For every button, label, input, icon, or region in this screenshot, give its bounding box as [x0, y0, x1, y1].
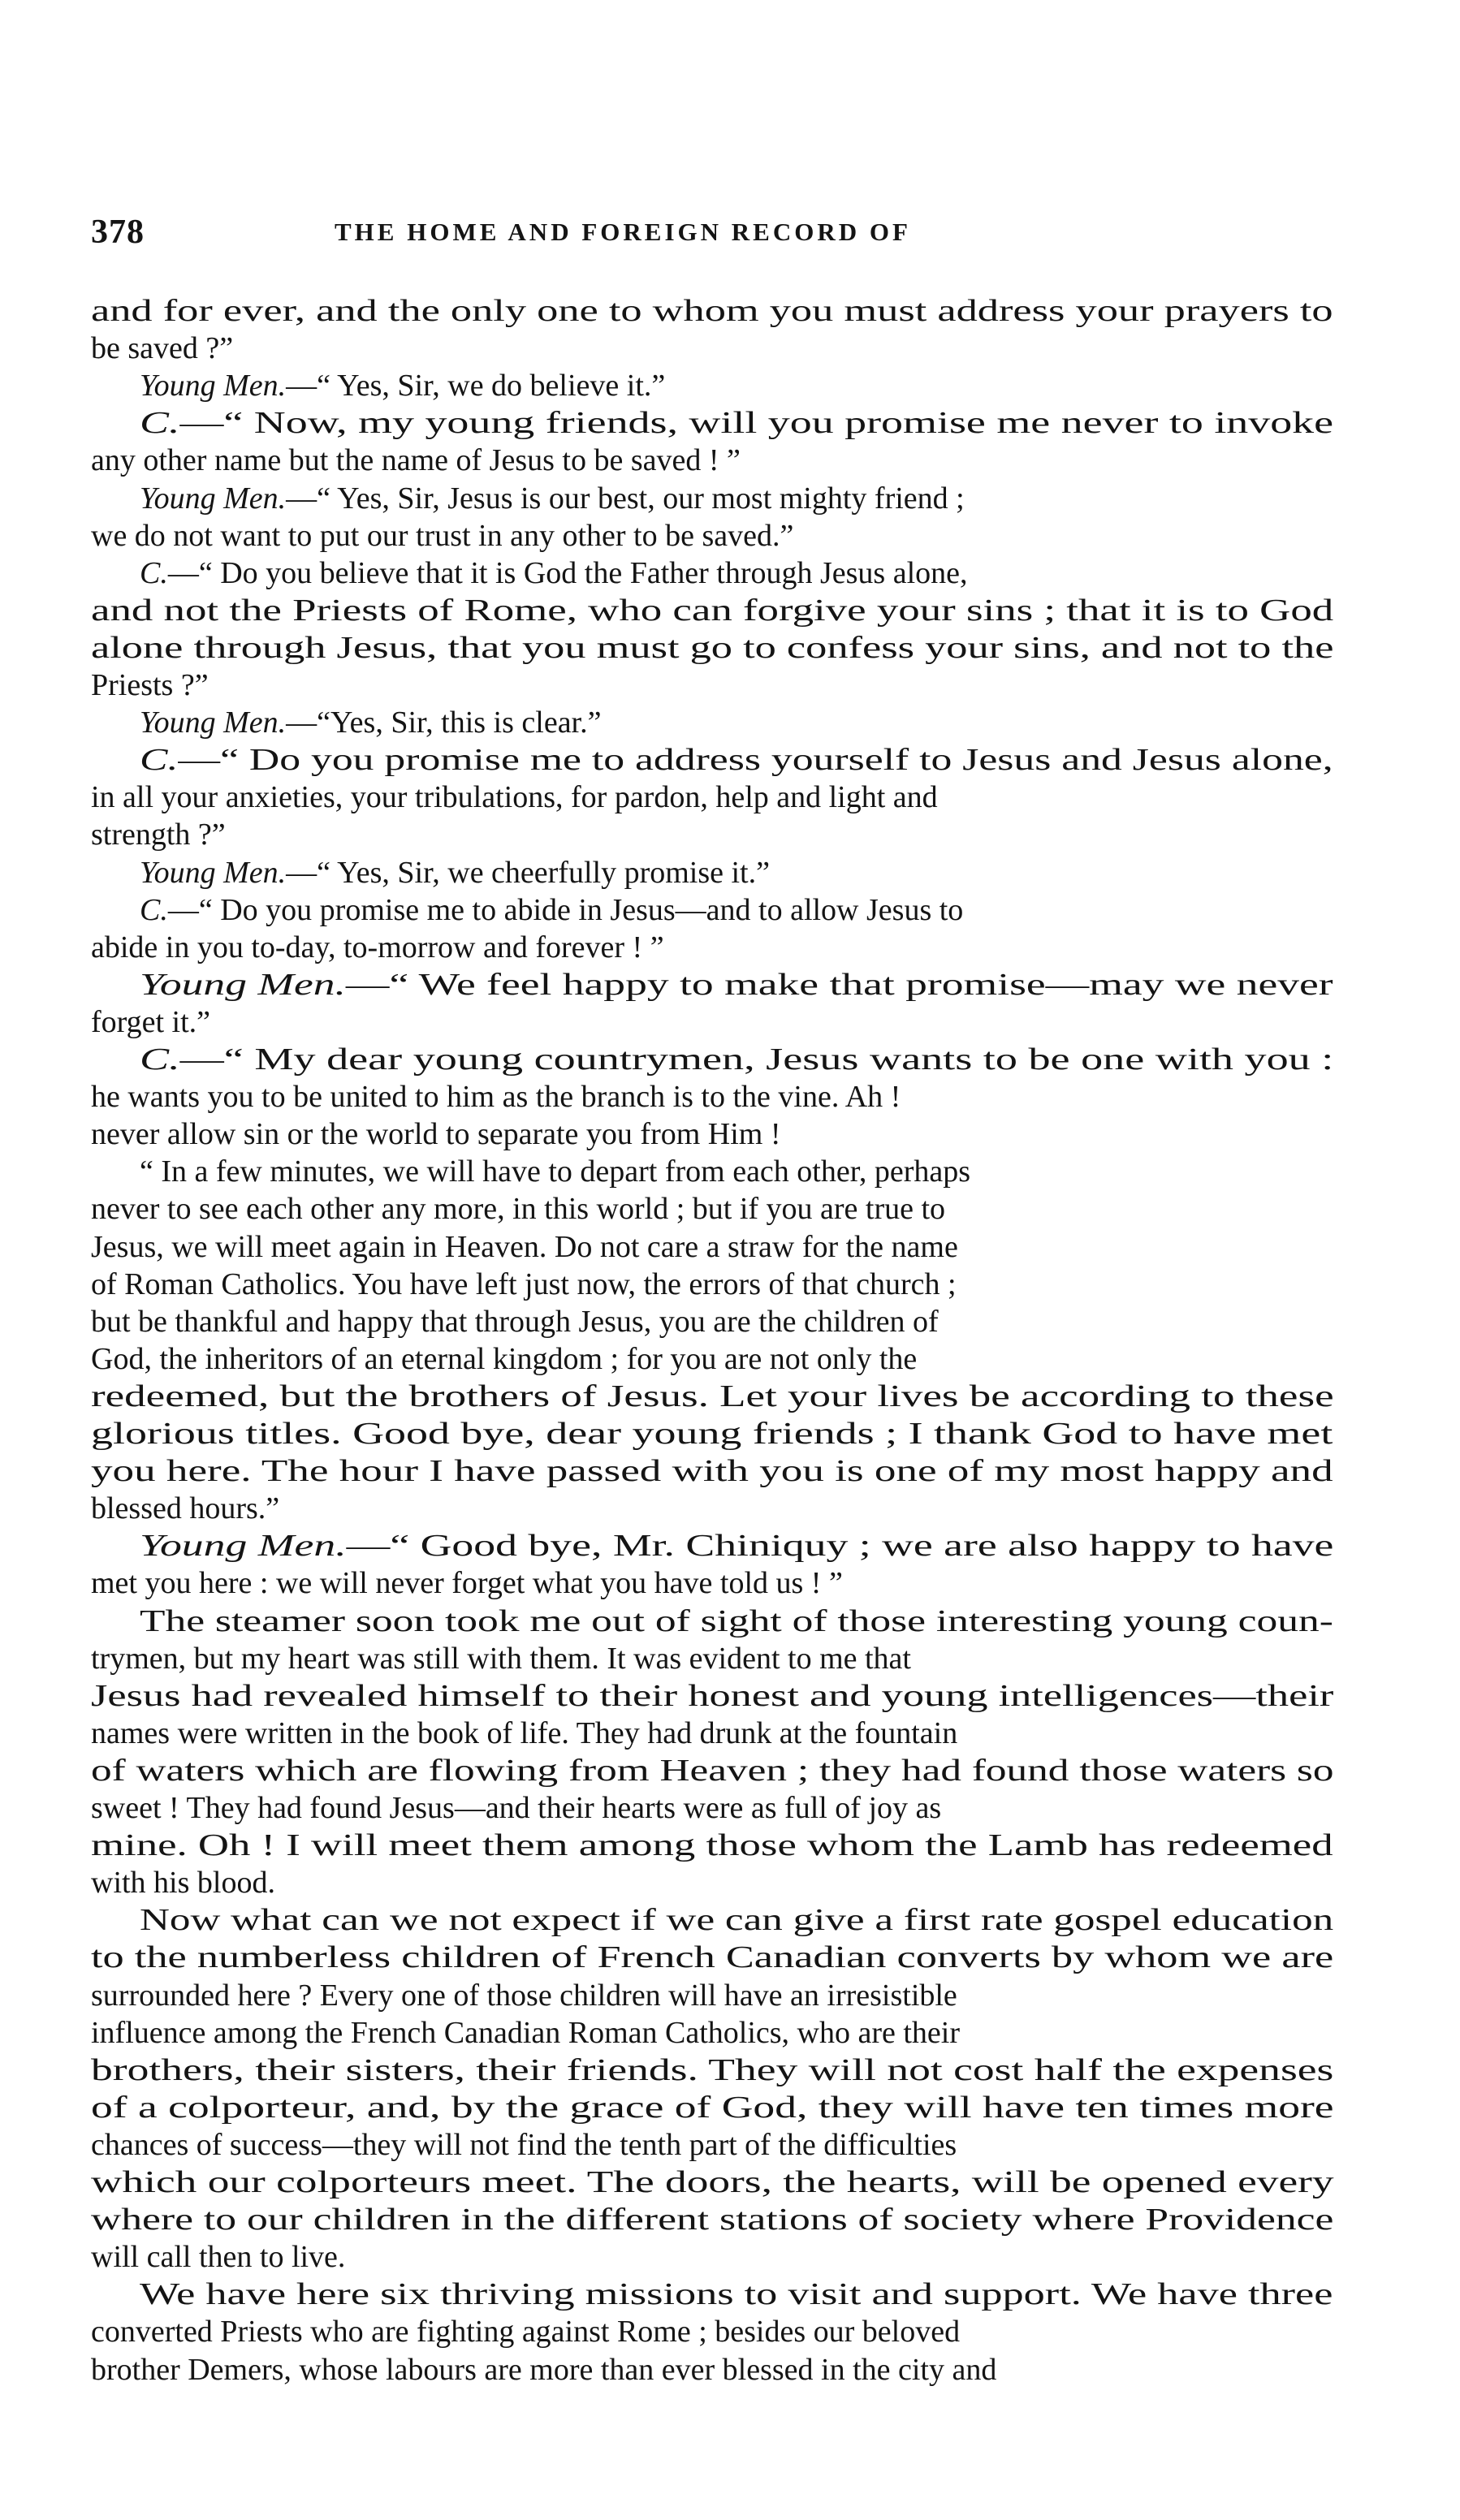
line-text: —“ Do you promise me to address yourself to Jesus and Jesus alone,	[178, 743, 1333, 778]
text-line	[91, 330, 233, 367]
line-text: you here. The hour I have passed with you is one of my most happy and	[91, 1454, 1333, 1489]
text-line	[140, 1901, 1333, 1939]
text-line	[91, 1640, 911, 1677]
speaker-label: C.	[140, 555, 168, 590]
line-text: —“Yes, Sir, this is clear.”	[286, 706, 602, 740]
text-line	[91, 667, 209, 704]
text-line	[91, 1715, 957, 1752]
text-line	[140, 2276, 1333, 2313]
line-text: he wants you to be united to him as the branch is to the vine. Ah !	[91, 1080, 901, 1115]
text-line	[140, 891, 963, 929]
line-text: any other name but the name of Jesus to be saved ! ”	[91, 443, 741, 478]
line-text: strength ?”	[91, 818, 226, 852]
text-line	[91, 2089, 1334, 2126]
speaker-label: Young Men.	[140, 481, 287, 516]
line-text: Jesus, we will meet again in Heaven. Do not care a straw for the name	[91, 1229, 958, 1264]
line-text: Priests ?”	[91, 668, 209, 702]
text-line	[91, 1003, 210, 1041]
text-line	[140, 1527, 1333, 1564]
line-text: influence among the French Canadian Roman Catholics, who are their	[91, 2015, 961, 2050]
text-line	[91, 1677, 1333, 1715]
text-line	[140, 741, 1333, 779]
line-text: never allow sin or the world to separate you from Him !	[91, 1117, 781, 1152]
text-line	[91, 2126, 957, 2164]
line-text: of waters which are flowing from Heaven ; they had found those waters so	[91, 1753, 1334, 1788]
line-text: be saved ?”	[91, 331, 234, 366]
text-line	[140, 1603, 1333, 1640]
text-line	[140, 404, 1333, 442]
line-text: God, the inheritors of an eternal kingdom ; for you are not only the	[91, 1341, 918, 1376]
line-text: and not the Priests of Rome, who can forgive your sins ; that it is to God	[91, 593, 1334, 628]
line-text: —“ Yes, Sir, we do believe it.”	[286, 369, 666, 403]
text-line	[91, 1303, 939, 1340]
text-line	[91, 929, 664, 966]
text-line	[140, 367, 665, 404]
text-line	[91, 1452, 1333, 1490]
line-text: alone through Jesus, that you must go to confess your sins, and not to the	[91, 630, 1334, 665]
text-line	[91, 292, 1333, 330]
line-text: forget it.”	[91, 1004, 211, 1039]
line-text: We have here six thriving missions to visit and support. We have three	[140, 2277, 1333, 2312]
text-line	[140, 554, 968, 592]
line-text: —“ Yes, Sir, Jesus is our best, our most mighty friend ;	[286, 481, 965, 516]
running-head: THE HOME AND FOREIGN RECORD OF	[335, 218, 911, 246]
line-text: but be thankful and happy that through Jesus, you are the children of	[91, 1304, 939, 1339]
line-text: chances of success—they will not find the tenth part of the difficulties	[91, 2127, 957, 2162]
text-line	[91, 1340, 917, 1378]
page-number: 378	[91, 214, 145, 251]
speaker-label: C.	[140, 406, 180, 441]
line-text: —“ Now, my young friends, will you promise me never to invoke	[179, 406, 1334, 441]
text-line	[91, 2201, 1333, 2238]
line-text: trymen, but my heart was still with them. It was evident to me that	[91, 1641, 911, 1676]
line-text: —“ We feel happy to make that promise—may we never	[345, 967, 1333, 1002]
speaker-label: C.	[140, 743, 179, 778]
text-line	[91, 1827, 1333, 1864]
line-text: —“ Do you believe that it is God the Father through Jesus alone,	[167, 555, 968, 590]
text-line	[91, 2351, 996, 2388]
line-text: and for ever, and the only one to whom you must address your prayers to	[91, 294, 1333, 328]
line-text: blessed hours.”	[91, 1491, 280, 1526]
line-text: converted Priests who are fighting against Rome ; besides our beloved	[91, 2315, 961, 2350]
text-line	[91, 1752, 1334, 1789]
line-text: names were written in the book of life. They had drunk at the fountain	[91, 1715, 958, 1750]
text-line	[91, 1266, 957, 1303]
speaker-label: C.	[140, 1042, 180, 1077]
text-line	[91, 2014, 960, 2052]
text-line	[140, 1153, 970, 1190]
line-text: surrounded here ? Every one of those children will have an irresistible	[91, 1978, 957, 2013]
speaker-label: Young Men.	[140, 706, 287, 740]
line-text: redeemed, but the brothers of Jesus. Let your lives be according to these	[91, 1379, 1334, 1413]
line-text: where to our children in the different stations of society where Providence	[91, 2203, 1334, 2237]
speaker-label: Young Men.	[140, 369, 287, 403]
text-line	[91, 1977, 957, 2014]
line-text: —“ Good bye, Mr. Chiniquy ; we are also happy to have	[346, 1529, 1334, 1564]
text-line	[91, 1078, 901, 1115]
text-line	[140, 480, 965, 517]
text-line	[140, 704, 601, 741]
speaker-label: C.	[140, 892, 168, 927]
text-line	[91, 1228, 958, 1266]
page-header	[91, 213, 1333, 261]
text-line	[91, 1939, 1333, 1976]
line-text: Jesus had revealed himself to their honest and young intelligences—their	[91, 1678, 1334, 1713]
line-text: with his blood.	[91, 1866, 275, 1901]
line-text: The steamer soon took me out of sight of those interesting young coun-	[140, 1603, 1333, 1638]
line-text: sweet ! They had found Jesus—and their hearts were as full of joy as	[91, 1791, 942, 1825]
text-line	[91, 1378, 1334, 1415]
text-line	[91, 1190, 945, 1228]
text-line	[91, 1115, 781, 1153]
line-text: “ In a few minutes, we will have to depart from each other, perhaps	[140, 1154, 971, 1189]
text-line	[91, 779, 938, 816]
line-text: —“ My dear young countrymen, Jesus wants to be one with you :	[179, 1042, 1334, 1077]
text-line	[91, 592, 1333, 629]
line-text: glorious titles. Good bye, dear young friends ; I thank God to have met	[91, 1417, 1333, 1451]
text-line	[91, 2238, 345, 2276]
line-text: mine. Oh ! I will meet them among those whom the Lamb has redeemed	[91, 1828, 1333, 1863]
text-line	[91, 2052, 1333, 2089]
text-line	[91, 1490, 279, 1527]
text-line	[140, 854, 770, 891]
text-line	[140, 1041, 1333, 1078]
line-text: of a colporteur, and, by the grace of God, they will have ten times more	[91, 2090, 1334, 2125]
speaker-label: Young Men.	[140, 1529, 347, 1564]
text-line	[91, 1789, 941, 1827]
speaker-label: Young Men.	[140, 967, 346, 1002]
line-text: of Roman Catholics. You have left just now, the errors of that church ;	[91, 1266, 957, 1301]
text-line	[140, 966, 1333, 1003]
text-line	[91, 1864, 275, 1901]
line-text: met you here : we will never forget what you have told us ! ”	[91, 1566, 843, 1601]
text-line	[91, 442, 741, 479]
line-text: —“ Do you promise me to abide in Jesus—and to allow Jesus to	[167, 892, 964, 927]
text-line	[91, 517, 793, 554]
line-text: —“ Yes, Sir, we cheerfully promise it.”	[286, 855, 770, 890]
text-line	[91, 2164, 1334, 2201]
line-text: brother Demers, whose labours are more than ever blessed in the city and	[91, 2352, 997, 2387]
text-line	[91, 629, 1333, 667]
line-text: brothers, their sisters, their friends. They will not cost half the expenses	[91, 2052, 1334, 2087]
line-text: to the numberless children of French Canadian converts by whom we are	[91, 1940, 1334, 1975]
line-text: in all your anxieties, your tribulations, for pardon, help and light and	[91, 780, 938, 815]
line-text: we do not want to put our trust in any other to be saved.”	[91, 518, 794, 553]
text-line	[91, 2313, 960, 2350]
speaker-label: Young Men.	[140, 855, 287, 890]
text-line	[91, 1564, 843, 1602]
line-text: which our colporteurs meet. The doors, the hearts, will be opened every	[91, 2165, 1334, 2199]
text-line	[91, 1415, 1333, 1452]
text-line	[91, 816, 226, 853]
line-text: abide in you to-day, to-morrow and forever ! ”	[91, 930, 664, 964]
line-text: Now what can we not expect if we can give a first rate gospel education	[140, 1903, 1334, 1938]
line-text: never to see each other any more, in this world ; but if you are true to	[91, 1192, 946, 1227]
line-text: will call then to live.	[91, 2240, 346, 2275]
